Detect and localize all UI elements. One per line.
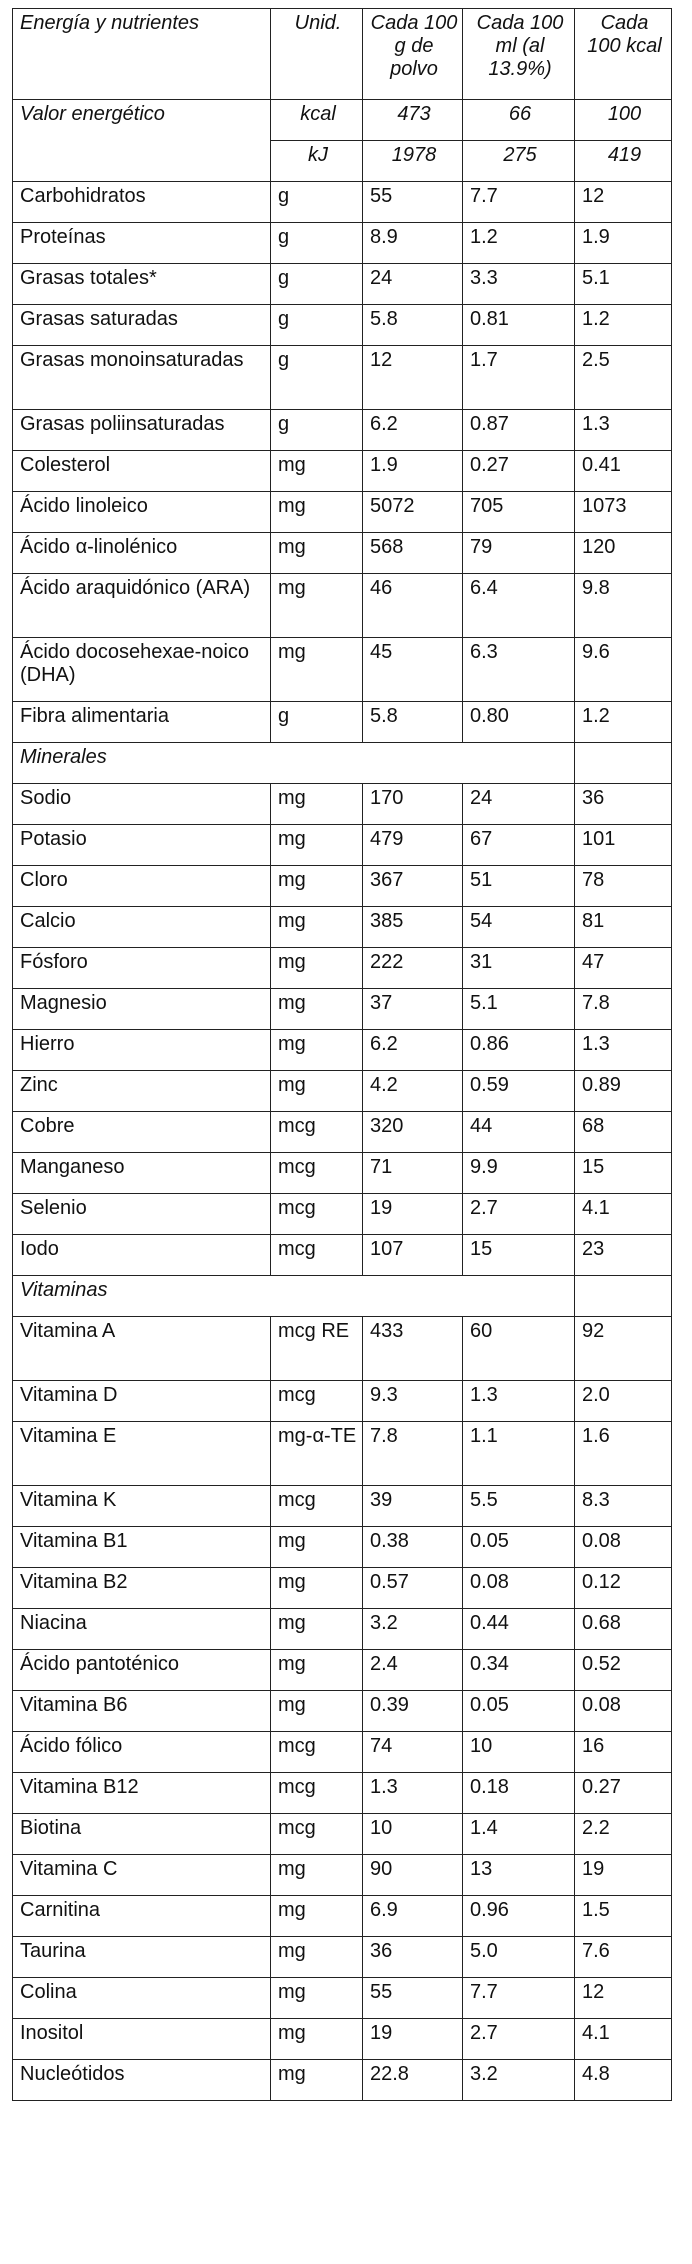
value-per-100g: 74 [363,1732,463,1773]
value-per-100ml: 10 [463,1732,575,1773]
value-per-100kcal: 0.27 [575,1773,672,1814]
nutrient-name: Proteínas [13,223,271,264]
nutrient-name: Ácido docosehexae-noico (DHA) [13,638,271,702]
table-row [13,702,672,743]
nutrient-unit: mg [271,1609,363,1650]
value-per-100kcal: 2.5 [575,346,672,410]
nutrient-name: Grasas saturadas [13,305,271,346]
value-per-100ml: 0.44 [463,1609,575,1650]
table-row [13,533,672,574]
nutrient-unit: g [271,182,363,223]
table-row [13,1773,672,1814]
table-row [13,825,672,866]
value-per-100g: 12 [363,346,463,410]
value-per-100kcal: 1.5 [575,1896,672,1937]
value-per-100ml: 0.87 [463,410,575,451]
value-per-100g: 0.39 [363,1691,463,1732]
nutrient-unit: mg [271,907,363,948]
table-row [13,305,672,346]
table-row [13,1609,672,1650]
nutrient-unit: mg [271,948,363,989]
nutrient-unit: mg [271,574,363,638]
nutrient-unit: mg [271,1691,363,1732]
value-per-100kcal: 1.9 [575,223,672,264]
value-per-100kcal: 5.1 [575,264,672,305]
value-per-100kcal: 2.0 [575,1381,672,1422]
table-row [13,1422,672,1486]
value-per-100g: 7.8 [363,1422,463,1486]
value-per-100kcal: 81 [575,907,672,948]
value-per-100kcal: 15 [575,1153,672,1194]
value-per-100kcal: 1073 [575,492,672,533]
nutrient-unit: mcg [271,1773,363,1814]
value-per-100ml: 0.80 [463,702,575,743]
value-per-100g: 45 [363,638,463,702]
table-row [13,1235,672,1276]
value-per-100ml: 13 [463,1855,575,1896]
value-per-100g: 55 [363,1978,463,2019]
value-per-100kcal: 0.08 [575,1691,672,1732]
nutrient-name: Grasas poliinsaturadas [13,410,271,451]
header-nutrient: Energía y nutrientes [13,9,271,100]
table-row [13,2019,672,2060]
nutrient-unit: mg [271,638,363,702]
nutrient-unit: g [271,223,363,264]
table-row [13,492,672,533]
value-per-100ml: 0.59 [463,1071,575,1112]
table-row [13,451,672,492]
value-per-100g: 5.8 [363,305,463,346]
value-per-100ml: 5.1 [463,989,575,1030]
table-row [13,1317,672,1381]
energy-kcal-per-100ml: 66 [463,100,575,141]
nutrient-unit: mg-α-TE [271,1422,363,1486]
nutrient-name: Niacina [13,1609,271,1650]
table-row [13,1855,672,1896]
value-per-100kcal: 78 [575,866,672,907]
value-per-100ml: 0.05 [463,1691,575,1732]
value-per-100g: 19 [363,2019,463,2060]
table-row [13,1112,672,1153]
nutrient-name: Vitamina A [13,1317,271,1381]
value-per-100kcal: 0.08 [575,1527,672,1568]
table-row [13,1691,672,1732]
nutrient-name: Cloro [13,866,271,907]
energy-row-kcal [13,100,672,141]
table-row [13,346,672,410]
nutrient-unit: g [271,346,363,410]
nutrient-unit: mg [271,1568,363,1609]
table-row [13,264,672,305]
nutrient-unit: mcg [271,1153,363,1194]
value-per-100g: 71 [363,1153,463,1194]
value-per-100kcal: 2.2 [575,1814,672,1855]
table-row [13,223,672,264]
value-per-100ml: 3.3 [463,264,575,305]
value-per-100kcal: 0.41 [575,451,672,492]
nutrient-unit: mg [271,1896,363,1937]
energy-kj-per-100kcal: 419 [575,141,672,182]
nutrient-name: Hierro [13,1030,271,1071]
table-row [13,2060,672,2101]
value-per-100ml: 0.27 [463,451,575,492]
value-per-100ml: 67 [463,825,575,866]
value-per-100kcal: 1.2 [575,305,672,346]
table-row [13,1978,672,2019]
table-row [13,784,672,825]
nutrient-unit: mg [271,451,363,492]
value-per-100ml: 0.96 [463,1896,575,1937]
nutrient-name: Biotina [13,1814,271,1855]
value-per-100g: 39 [363,1486,463,1527]
value-per-100g: 385 [363,907,463,948]
value-per-100g: 2.4 [363,1650,463,1691]
energy-kcal-per-100kcal: 100 [575,100,672,141]
value-per-100ml: 51 [463,866,575,907]
value-per-100kcal: 9.6 [575,638,672,702]
nutrient-unit: mcg RE [271,1317,363,1381]
nutrient-name: Vitamina D [13,1381,271,1422]
section-title-minerals-blank [575,743,672,784]
nutrient-name: Iodo [13,1235,271,1276]
section-title-vitamins-row [13,1276,672,1317]
table-row [13,989,672,1030]
value-per-100kcal: 16 [575,1732,672,1773]
nutrient-name: Nucleótidos [13,2060,271,2101]
nutrient-unit: mg [271,1937,363,1978]
value-per-100kcal: 1.2 [575,702,672,743]
value-per-100kcal: 1.3 [575,410,672,451]
value-per-100kcal: 92 [575,1317,672,1381]
nutrient-name: Vitamina B6 [13,1691,271,1732]
nutrient-unit: mcg [271,1381,363,1422]
value-per-100g: 4.2 [363,1071,463,1112]
nutrient-name: Carnitina [13,1896,271,1937]
value-per-100g: 22.8 [363,2060,463,2101]
value-per-100g: 1.3 [363,1773,463,1814]
nutrient-unit: mcg [271,1194,363,1235]
value-per-100g: 568 [363,533,463,574]
nutrient-unit: g [271,702,363,743]
header-per-100ml: Cada 100 ml (al 13.9%) [463,9,575,100]
value-per-100ml: 31 [463,948,575,989]
value-per-100kcal: 1.6 [575,1422,672,1486]
value-per-100g: 5072 [363,492,463,533]
value-per-100ml: 6.3 [463,638,575,702]
nutrient-name: Ácido α-linolénico [13,533,271,574]
nutrient-name: Manganeso [13,1153,271,1194]
nutrient-name: Vitamina K [13,1486,271,1527]
value-per-100ml: 6.4 [463,574,575,638]
table-row [13,1030,672,1071]
nutrient-unit: mg [271,1650,363,1691]
value-per-100ml: 44 [463,1112,575,1153]
value-per-100ml: 60 [463,1317,575,1381]
table-row [13,1896,672,1937]
nutrient-name: Taurina [13,1937,271,1978]
value-per-100g: 9.3 [363,1381,463,1422]
table-row [13,1568,672,1609]
nutrient-name: Vitamina E [13,1422,271,1486]
nutrient-unit: g [271,305,363,346]
value-per-100g: 0.57 [363,1568,463,1609]
table-row [13,1194,672,1235]
nutrient-name: Grasas totales* [13,264,271,305]
value-per-100ml: 3.2 [463,2060,575,2101]
value-per-100g: 37 [363,989,463,1030]
value-per-100ml: 54 [463,907,575,948]
value-per-100ml: 1.7 [463,346,575,410]
nutrient-name: Cobre [13,1112,271,1153]
value-per-100g: 5.8 [363,702,463,743]
value-per-100g: 0.38 [363,1527,463,1568]
nutrient-unit: mg [271,1030,363,1071]
energy-unit-kcal: kcal [271,100,363,141]
nutrient-name: Ácido linoleico [13,492,271,533]
value-per-100kcal: 9.8 [575,574,672,638]
value-per-100g: 19 [363,1194,463,1235]
nutrient-name: Fósforo [13,948,271,989]
nutrient-unit: mg [271,1978,363,2019]
section-title-vitamins-blank [575,1276,672,1317]
nutrient-name: Ácido araquidónico (ARA) [13,574,271,638]
nutrient-name: Selenio [13,1194,271,1235]
value-per-100g: 3.2 [363,1609,463,1650]
value-per-100ml: 0.18 [463,1773,575,1814]
value-per-100ml: 7.7 [463,1978,575,2019]
nutrient-name: Zinc [13,1071,271,1112]
energy-unit-kj: kJ [271,141,363,182]
value-per-100ml: 0.08 [463,1568,575,1609]
energy-kj-per-100g: 1978 [363,141,463,182]
nutrient-unit: mg [271,2060,363,2101]
nutrient-unit: mg [271,1071,363,1112]
value-per-100ml: 15 [463,1235,575,1276]
nutrient-unit: mcg [271,1235,363,1276]
nutrient-unit: mcg [271,1486,363,1527]
value-per-100g: 10 [363,1814,463,1855]
nutrient-unit: mg [271,784,363,825]
value-per-100g: 170 [363,784,463,825]
value-per-100kcal: 0.12 [575,1568,672,1609]
value-per-100g: 36 [363,1937,463,1978]
table-row [13,1071,672,1112]
value-per-100kcal: 4.8 [575,2060,672,2101]
table-row [13,1486,672,1527]
value-per-100g: 1.9 [363,451,463,492]
table-row [13,574,672,638]
nutrient-unit: mcg [271,1732,363,1773]
table-row [13,1732,672,1773]
nutrient-name: Vitamina B2 [13,1568,271,1609]
nutrient-unit: mg [271,989,363,1030]
value-per-100g: 55 [363,182,463,223]
value-per-100kcal: 7.6 [575,1937,672,1978]
value-per-100kcal: 1.3 [575,1030,672,1071]
nutrient-name: Fibra alimentaria [13,702,271,743]
value-per-100ml: 5.5 [463,1486,575,1527]
section-title-minerals: Minerales [13,743,575,784]
nutrient-unit: mcg [271,1814,363,1855]
table-row [13,1527,672,1568]
value-per-100g: 479 [363,825,463,866]
nutrient-name: Ácido fólico [13,1732,271,1773]
value-per-100ml: 1.2 [463,223,575,264]
nutrient-unit: mg [271,533,363,574]
header-unit: Unid. [271,9,363,100]
value-per-100ml: 9.9 [463,1153,575,1194]
nutrient-unit: mg [271,866,363,907]
value-per-100kcal: 47 [575,948,672,989]
value-per-100g: 90 [363,1855,463,1896]
value-per-100ml: 5.0 [463,1937,575,1978]
value-per-100g: 6.2 [363,410,463,451]
value-per-100ml: 2.7 [463,1194,575,1235]
value-per-100ml: 0.05 [463,1527,575,1568]
nutrient-unit: mg [271,492,363,533]
value-per-100ml: 1.4 [463,1814,575,1855]
value-per-100ml: 79 [463,533,575,574]
value-per-100kcal: 36 [575,784,672,825]
table-body [13,100,672,2101]
value-per-100g: 6.2 [363,1030,463,1071]
value-per-100kcal: 0.52 [575,1650,672,1691]
value-per-100ml: 24 [463,784,575,825]
nutrient-unit: mg [271,2019,363,2060]
value-per-100kcal: 8.3 [575,1486,672,1527]
header-per-100kcal: Cada 100 kcal [575,9,672,100]
value-per-100kcal: 101 [575,825,672,866]
value-per-100g: 320 [363,1112,463,1153]
value-per-100g: 367 [363,866,463,907]
nutrient-name: Vitamina C [13,1855,271,1896]
table-row [13,1937,672,1978]
table-row [13,410,672,451]
nutrient-name: Calcio [13,907,271,948]
header-per-100g: Cada 100 g de polvo [363,9,463,100]
value-per-100kcal: 0.89 [575,1071,672,1112]
value-per-100kcal: 4.1 [575,1194,672,1235]
table-row [13,907,672,948]
table-row [13,866,672,907]
value-per-100g: 24 [363,264,463,305]
value-per-100g: 222 [363,948,463,989]
nutrient-name: Potasio [13,825,271,866]
table-row [13,948,672,989]
nutrient-name: Sodio [13,784,271,825]
nutrient-unit: mg [271,1527,363,1568]
value-per-100g: 107 [363,1235,463,1276]
value-per-100kcal: 120 [575,533,672,574]
nutrient-unit: mg [271,825,363,866]
value-per-100kcal: 68 [575,1112,672,1153]
value-per-100ml: 7.7 [463,182,575,223]
nutrient-name: Inositol [13,2019,271,2060]
value-per-100ml: 0.34 [463,1650,575,1691]
section-title-vitamins: Vitaminas [13,1276,575,1317]
table-row [13,1814,672,1855]
table-header-row [13,9,672,100]
value-per-100ml: 0.86 [463,1030,575,1071]
value-per-100ml: 2.7 [463,2019,575,2060]
table-row [13,182,672,223]
table-row [13,1381,672,1422]
nutrient-unit: mg [271,1855,363,1896]
table-row [13,638,672,702]
value-per-100kcal: 0.68 [575,1609,672,1650]
nutrient-name: Colina [13,1978,271,2019]
energy-label: Valor energético [13,100,271,182]
nutrient-name: Carbohidratos [13,182,271,223]
nutrient-name: Ácido pantoténico [13,1650,271,1691]
nutrient-unit: g [271,264,363,305]
section-title-minerals-row [13,743,672,784]
value-per-100g: 433 [363,1317,463,1381]
nutrition-table [12,8,672,2101]
value-per-100kcal: 12 [575,1978,672,2019]
nutrient-name: Vitamina B12 [13,1773,271,1814]
nutrient-unit: g [271,410,363,451]
value-per-100ml: 1.1 [463,1422,575,1486]
nutrient-name: Vitamina B1 [13,1527,271,1568]
table-row [13,1153,672,1194]
value-per-100g: 6.9 [363,1896,463,1937]
value-per-100kcal: 23 [575,1235,672,1276]
table-row [13,1650,672,1691]
energy-kj-per-100ml: 275 [463,141,575,182]
value-per-100ml: 1.3 [463,1381,575,1422]
energy-kcal-per-100g: 473 [363,100,463,141]
nutrient-name: Magnesio [13,989,271,1030]
value-per-100kcal: 19 [575,1855,672,1896]
nutrient-unit: mcg [271,1112,363,1153]
value-per-100g: 8.9 [363,223,463,264]
nutrient-name: Colesterol [13,451,271,492]
value-per-100kcal: 7.8 [575,989,672,1030]
nutrient-name: Grasas monoinsaturadas [13,346,271,410]
value-per-100ml: 0.81 [463,305,575,346]
value-per-100g: 46 [363,574,463,638]
value-per-100ml: 705 [463,492,575,533]
value-per-100kcal: 4.1 [575,2019,672,2060]
value-per-100kcal: 12 [575,182,672,223]
